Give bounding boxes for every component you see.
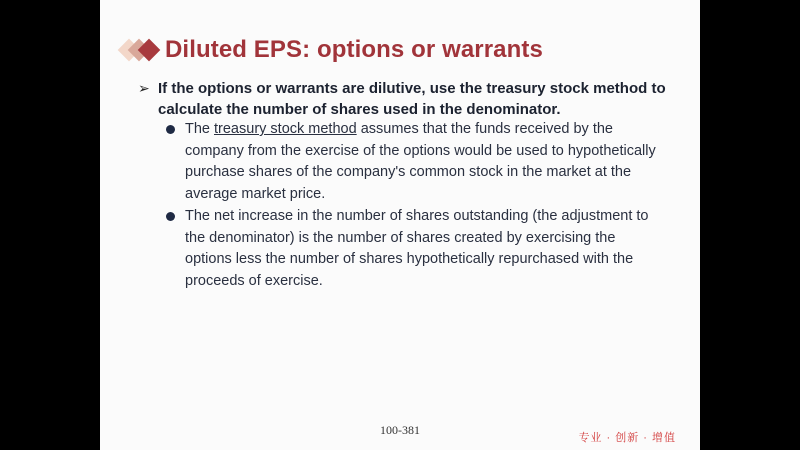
arrow-bullet-icon: ➢ [138, 80, 150, 96]
brand-slogan: 专业 · 创新 · 增值 [578, 432, 676, 444]
sub-bullet-1 [166, 119, 666, 206]
slide [100, 0, 700, 450]
treasury-stock-method-term: treasury stock method [214, 121, 357, 137]
lead-bullet-text: If the options or warrants are dilutive, use the treasury stock method to calculate the number of shares used in the denominator. [158, 80, 666, 118]
lead-bullet [138, 78, 678, 120]
sub-bullet-2-text: The net increase in the number of shares outstanding (the adjustment to the denominator) is the number of shares created by exercising the options less the number of shares hypothetically repurchased with the proceeds of exercise. [185, 208, 649, 290]
slide-title: Diluted EPS: options or warrants [165, 36, 543, 63]
filled-circle-bullet-icon [166, 206, 185, 293]
sub-bullet-1-text [185, 119, 666, 206]
sub-bullet-1-prefix: The [185, 121, 215, 137]
diamond-cluster-icon [117, 34, 163, 66]
filled-circle-bullet-icon [166, 119, 185, 206]
page-number: 100-381 [380, 423, 420, 437]
title-row [117, 34, 543, 66]
sub-bullet-2 [166, 206, 666, 293]
sub-bullet-1-rest: assumes that the funds received by the company from the exercise of the options would be used to hypothetically purchase shares of the company's common stock in the market at the average market price. [185, 121, 656, 203]
